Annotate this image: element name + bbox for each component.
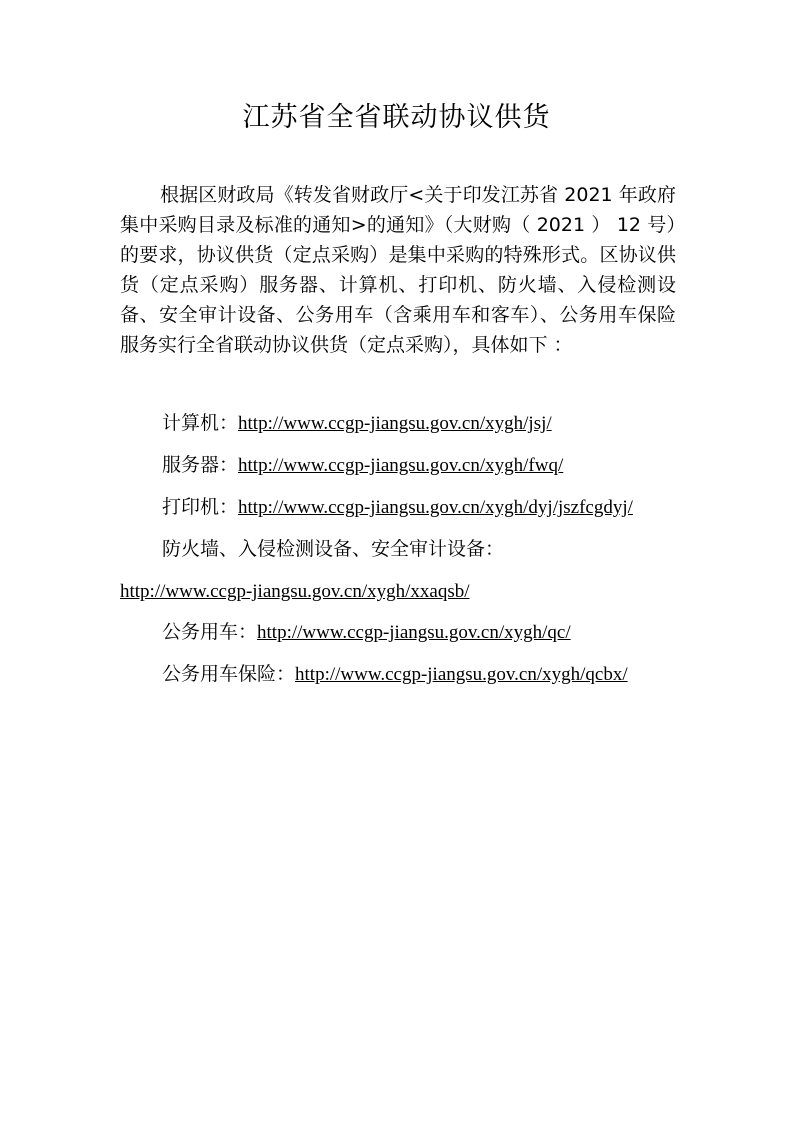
vehicle-link[interactable]: http://www.ccgp-jiangsu.gov.cn/xygh/qc/ — [257, 622, 571, 643]
vehicle-link-label: 公务用车： — [162, 621, 258, 643]
printer-link-row — [162, 492, 722, 523]
security-devices-link[interactable]: http://www.ccgp-jiangsu.gov.cn/xygh/xxaqsb/ — [120, 581, 470, 602]
printer-link[interactable]: http://www.ccgp-jiangsu.gov.cn/xygh/dyj/jszfcgdyj/ — [238, 497, 633, 518]
body-paragraph: 根据区财政局《转发省财政厅<关于印发江苏省 2021 年政府集中采购目录及标准的通知>的通知》（大财购（ 2021 ） 12 号）的要求，协议供货（定点采购）是集中采购的特殊形式。区协议供货（定点采购）服务器、计算机、打印机、防火墙、入侵检测设备、安全审计设备、公务用车（含乘用车和客车）、公务用车保险服务实行全省联动协议供货（定点采购），具体如下 ： — [120, 184, 676, 356]
security-devices-label-row — [162, 534, 722, 564]
document-title: 江苏省全省联动协议供货 — [242, 102, 551, 133]
computer-link-label: 计算机： — [162, 412, 239, 434]
vehicle-link-row — [162, 617, 722, 648]
computer-link-row — [162, 408, 722, 439]
server-link[interactable]: http://www.ccgp-jiangsu.gov.cn/xygh/fwq/ — [238, 455, 564, 476]
server-link-row — [162, 450, 722, 481]
vehicle-insurance-link[interactable]: http://www.ccgp-jiangsu.gov.cn/xygh/qcbx/ — [295, 664, 628, 685]
vehicle-insurance-link-row — [162, 659, 722, 690]
security-devices-link-label: 防火墙、入侵检测设备、安全审计设备： — [162, 538, 505, 560]
server-link-label: 服务器： — [162, 454, 239, 476]
security-devices-link-row — [120, 576, 680, 607]
computer-link[interactable]: http://www.ccgp-jiangsu.gov.cn/xygh/jsj/ — [238, 413, 552, 434]
vehicle-insurance-link-label: 公务用车保险： — [162, 663, 296, 685]
printer-link-label: 打印机： — [162, 496, 239, 518]
